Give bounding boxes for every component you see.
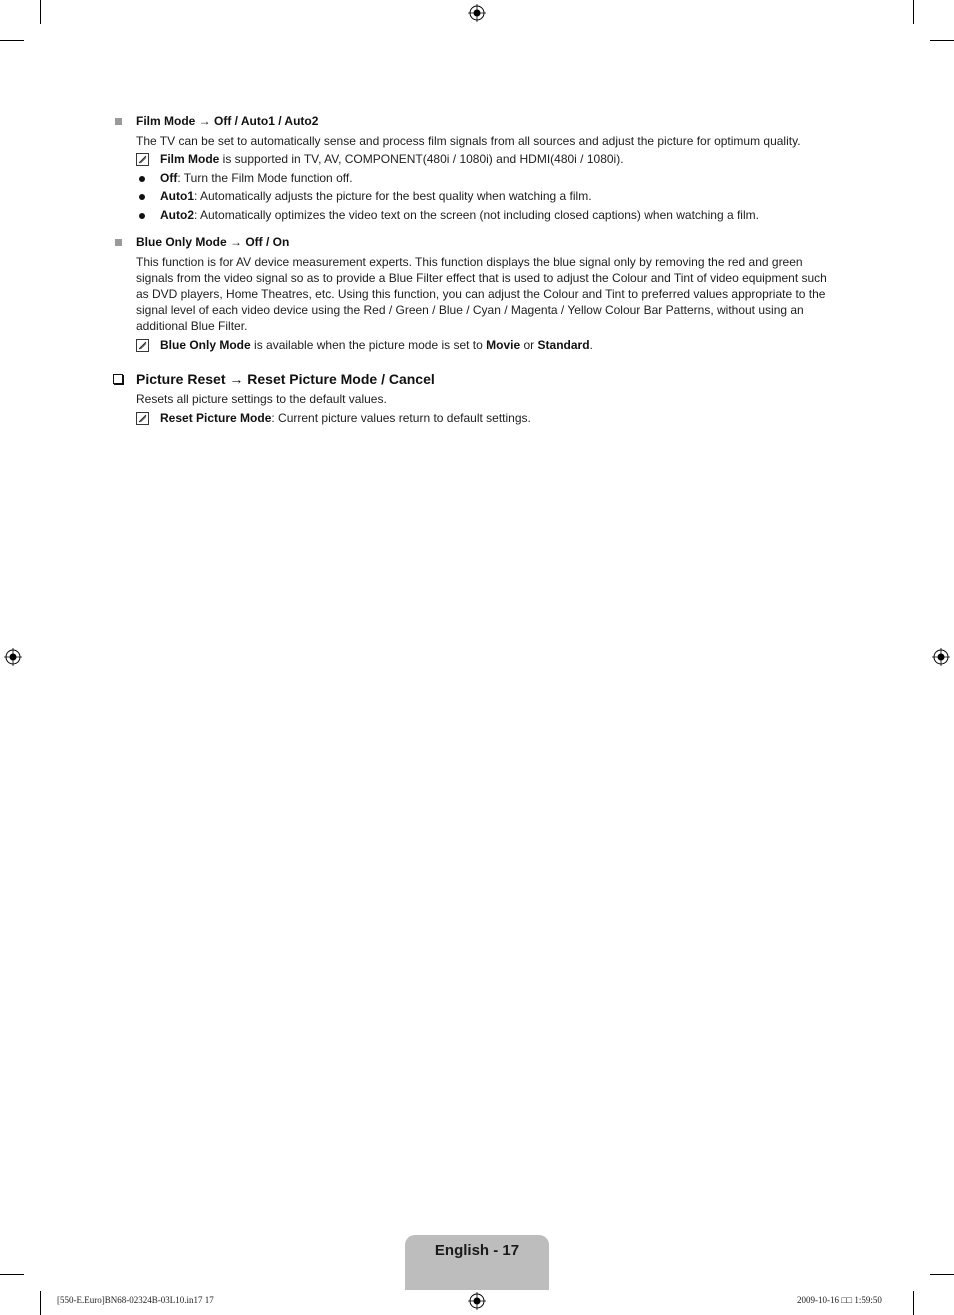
note-text: : Current picture values return to default settings. [271,410,531,425]
list-item [112,206,842,225]
film-mode-heading-text: Film Mode → Off / Auto1 / Auto2 [136,114,319,128]
picture-reset-heading [112,369,842,389]
crop-mark [930,40,954,41]
note-term-standard: Standard [537,338,590,352]
note-term: Reset Picture Mode [160,410,272,425]
crop-mark [0,1274,24,1275]
page-content [112,112,842,427]
blue-only-mode-section [112,233,842,355]
note-text: . [589,338,593,352]
picture-reset-section [112,369,842,428]
blue-only-mode-note [112,336,842,355]
crop-mark [40,1291,41,1315]
square-bullet-icon [115,118,122,125]
dot-bullet-icon [139,194,145,200]
picture-reset-description: Resets all picture settings to the default values. [136,391,387,406]
film-mode-section [112,112,842,224]
option-term: Off [160,170,178,185]
note-term: Blue Only Mode [160,338,251,352]
film-mode-note [112,150,842,169]
square-bullet-icon [115,239,122,246]
checkbox-bullet-icon [113,374,123,384]
note-text: is available when the picture mode is set to [250,338,487,352]
note-term: Film Mode [160,152,220,166]
note-icon [136,339,149,352]
note-text: or [520,338,538,352]
registration-mark-icon [468,4,486,22]
dot-bullet-icon [139,176,145,182]
blue-only-mode-heading [112,233,842,251]
option-text: : Turn the Film Mode function off. [177,170,353,185]
crop-mark [913,1291,914,1315]
page-number-tab: English - 17 [405,1235,549,1290]
note-icon [136,412,149,425]
list-item [112,187,842,206]
registration-mark-icon [468,1292,486,1310]
option-term: Auto2 [160,207,194,222]
list-item [112,169,842,188]
crop-mark [40,0,41,24]
film-mode-description: The TV can be set to automatically sense and process film signals from all sources and adjust the picture for optimum quality. [136,134,801,148]
film-mode-heading [112,112,842,130]
registration-mark-icon [932,648,950,666]
blue-only-mode-description: This function is for AV device measurement experts. This function displays the blue signal only by removing the red and green signals from the video signal so as to provide a Blue Filter effect that is used to adjust the Colour and Tint of video equipment such as DVD players, Home Theatres, etc. Using this function, you can adjust the Colour and Tint to preferred values appropriate to the signal level of each video device using the Red / Green / Blue / Cyan / Magenta / Yellow Colour Bar Patterns, without using an additional Blue Filter. [136,255,827,333]
crop-mark [0,40,24,41]
print-slug-right: 2009-10-16 □□ 1:59:50 [797,1295,882,1305]
option-text: : Automatically optimizes the video text on the screen (not including closed captions) when watching a film. [194,207,759,222]
note-icon [136,153,149,166]
crop-mark [913,0,914,24]
note-text: is supported in TV, AV, COMPONENT(480i / 1080i) and HDMI(480i / 1080i). [219,152,624,166]
option-term: Auto1 [160,189,194,203]
blue-only-mode-heading-text: Blue Only Mode → Off / On [136,235,290,249]
crop-mark [930,1274,954,1275]
print-slug-left: [550-E.Euro]BN68-02324B-03L10.in17 17 [57,1295,214,1305]
picture-reset-heading-text: Picture Reset → Reset Picture Mode / Cancel [136,370,435,387]
registration-mark-icon [4,648,22,666]
option-text: : Automatically adjusts the picture for the best quality when watching a film. [194,189,592,203]
note-term-movie: Movie [486,338,521,352]
picture-reset-note [112,409,842,428]
dot-bullet-icon [139,213,145,219]
